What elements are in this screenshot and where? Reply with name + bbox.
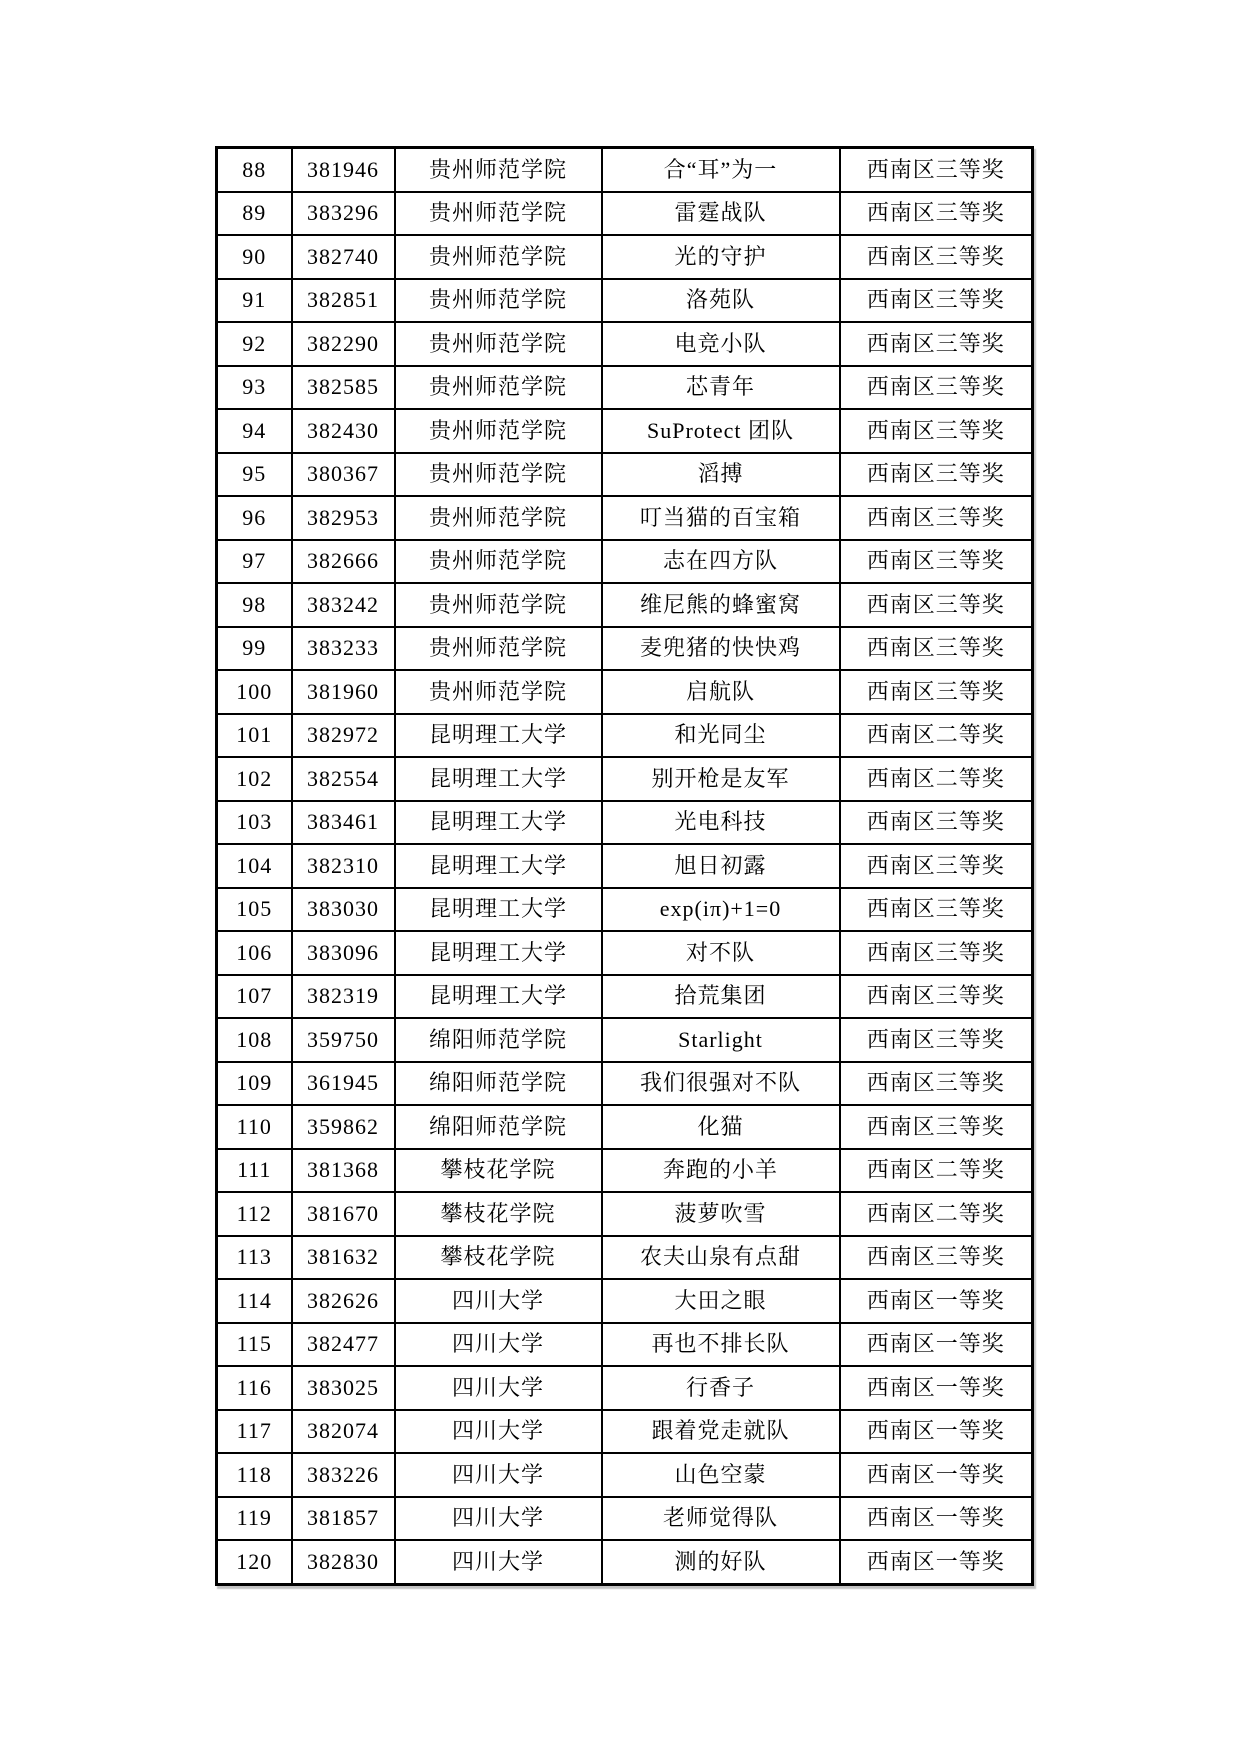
cell-team: 光的守护 bbox=[602, 235, 840, 279]
cell-school: 四川大学 bbox=[395, 1410, 602, 1454]
cell-id: 382554 bbox=[292, 757, 395, 801]
cell-school: 绵阳师范学院 bbox=[395, 1105, 602, 1149]
cell-award: 西南区三等奖 bbox=[840, 279, 1033, 323]
cell-id: 381368 bbox=[292, 1149, 395, 1193]
cell-award: 西南区一等奖 bbox=[840, 1410, 1033, 1454]
table-row bbox=[217, 757, 1033, 801]
cell-school: 四川大学 bbox=[395, 1497, 602, 1541]
cell-award: 西南区三等奖 bbox=[840, 844, 1033, 888]
table-row bbox=[217, 235, 1033, 279]
cell-team: 合“耳”为一 bbox=[602, 148, 840, 192]
cell-school: 四川大学 bbox=[395, 1279, 602, 1323]
cell-no: 110 bbox=[217, 1105, 292, 1149]
table-row bbox=[217, 540, 1033, 584]
cell-no: 109 bbox=[217, 1062, 292, 1106]
table-row bbox=[217, 844, 1033, 888]
cell-team: 志在四方队 bbox=[602, 540, 840, 584]
table-row bbox=[217, 931, 1033, 975]
cell-award: 西南区三等奖 bbox=[840, 540, 1033, 584]
cell-school: 四川大学 bbox=[395, 1323, 602, 1367]
cell-id: 382430 bbox=[292, 409, 395, 453]
cell-school: 四川大学 bbox=[395, 1366, 602, 1410]
table-row bbox=[217, 1323, 1033, 1367]
cell-team: 化猫 bbox=[602, 1105, 840, 1149]
cell-no: 118 bbox=[217, 1453, 292, 1497]
cell-school: 贵州师范学院 bbox=[395, 453, 602, 497]
cell-id: 381946 bbox=[292, 148, 395, 192]
table-row bbox=[217, 496, 1033, 540]
cell-no: 97 bbox=[217, 540, 292, 584]
cell-team: 奔跑的小羊 bbox=[602, 1149, 840, 1193]
cell-no: 115 bbox=[217, 1323, 292, 1367]
cell-team: 菠萝吹雪 bbox=[602, 1192, 840, 1236]
cell-team: 大田之眼 bbox=[602, 1279, 840, 1323]
table-row bbox=[217, 670, 1033, 714]
cell-team: 我们很强对不队 bbox=[602, 1062, 840, 1106]
table-row bbox=[217, 1453, 1033, 1497]
cell-id: 383030 bbox=[292, 888, 395, 932]
cell-id: 382310 bbox=[292, 844, 395, 888]
cell-team: 山色空蒙 bbox=[602, 1453, 840, 1497]
table-row bbox=[217, 975, 1033, 1019]
cell-award: 西南区三等奖 bbox=[840, 148, 1033, 192]
cell-id: 382953 bbox=[292, 496, 395, 540]
cell-id: 383226 bbox=[292, 1453, 395, 1497]
cell-school: 贵州师范学院 bbox=[395, 496, 602, 540]
cell-team: 行香子 bbox=[602, 1366, 840, 1410]
cell-no: 117 bbox=[217, 1410, 292, 1454]
table-row bbox=[217, 409, 1033, 453]
cell-award: 西南区三等奖 bbox=[840, 1018, 1033, 1062]
cell-award: 西南区三等奖 bbox=[840, 235, 1033, 279]
cell-team: 麦兜猪的快快鸡 bbox=[602, 627, 840, 671]
cell-school: 四川大学 bbox=[395, 1540, 602, 1584]
cell-school: 贵州师范学院 bbox=[395, 670, 602, 714]
cell-no: 89 bbox=[217, 192, 292, 236]
cell-team: 雷霆战队 bbox=[602, 192, 840, 236]
award-table-body bbox=[217, 148, 1033, 1585]
cell-award: 西南区二等奖 bbox=[840, 714, 1033, 758]
cell-team: 滔搏 bbox=[602, 453, 840, 497]
table-row bbox=[217, 1105, 1033, 1149]
cell-award: 西南区三等奖 bbox=[840, 583, 1033, 627]
cell-school: 攀枝花学院 bbox=[395, 1149, 602, 1193]
cell-award: 西南区一等奖 bbox=[840, 1540, 1033, 1584]
cell-award: 西南区二等奖 bbox=[840, 1192, 1033, 1236]
cell-id: 359750 bbox=[292, 1018, 395, 1062]
cell-team: 旭日初露 bbox=[602, 844, 840, 888]
cell-no: 98 bbox=[217, 583, 292, 627]
cell-team: 测的好队 bbox=[602, 1540, 840, 1584]
cell-award: 西南区三等奖 bbox=[840, 453, 1033, 497]
table-row bbox=[217, 279, 1033, 323]
table-row bbox=[217, 1497, 1033, 1541]
cell-team: SuProtect 团队 bbox=[602, 409, 840, 453]
cell-team: 维尼熊的蜂蜜窝 bbox=[602, 583, 840, 627]
cell-no: 102 bbox=[217, 757, 292, 801]
cell-award: 西南区三等奖 bbox=[840, 366, 1033, 410]
cell-no: 119 bbox=[217, 1497, 292, 1541]
cell-no: 95 bbox=[217, 453, 292, 497]
cell-school: 昆明理工大学 bbox=[395, 757, 602, 801]
cell-no: 99 bbox=[217, 627, 292, 671]
cell-id: 382074 bbox=[292, 1410, 395, 1454]
cell-school: 贵州师范学院 bbox=[395, 279, 602, 323]
table-row bbox=[217, 1236, 1033, 1280]
cell-id: 382851 bbox=[292, 279, 395, 323]
cell-award: 西南区三等奖 bbox=[840, 496, 1033, 540]
cell-id: 380367 bbox=[292, 453, 395, 497]
table-row bbox=[217, 1149, 1033, 1193]
cell-id: 382319 bbox=[292, 975, 395, 1019]
cell-id: 383096 bbox=[292, 931, 395, 975]
cell-id: 382290 bbox=[292, 322, 395, 366]
cell-no: 92 bbox=[217, 322, 292, 366]
cell-award: 西南区一等奖 bbox=[840, 1497, 1033, 1541]
cell-no: 101 bbox=[217, 714, 292, 758]
cell-id: 381670 bbox=[292, 1192, 395, 1236]
table-row bbox=[217, 1279, 1033, 1323]
cell-no: 106 bbox=[217, 931, 292, 975]
cell-no: 104 bbox=[217, 844, 292, 888]
cell-id: 383242 bbox=[292, 583, 395, 627]
cell-no: 113 bbox=[217, 1236, 292, 1280]
cell-id: 382740 bbox=[292, 235, 395, 279]
cell-team: 洛苑队 bbox=[602, 279, 840, 323]
cell-team: 老师觉得队 bbox=[602, 1497, 840, 1541]
cell-award: 西南区二等奖 bbox=[840, 757, 1033, 801]
cell-no: 91 bbox=[217, 279, 292, 323]
table-row bbox=[217, 1366, 1033, 1410]
table-row bbox=[217, 888, 1033, 932]
cell-team: 再也不排长队 bbox=[602, 1323, 840, 1367]
cell-school: 贵州师范学院 bbox=[395, 409, 602, 453]
cell-no: 116 bbox=[217, 1366, 292, 1410]
cell-no: 90 bbox=[217, 235, 292, 279]
cell-team: 光电科技 bbox=[602, 801, 840, 845]
table-row bbox=[217, 1062, 1033, 1106]
cell-no: 112 bbox=[217, 1192, 292, 1236]
cell-team: 对不队 bbox=[602, 931, 840, 975]
table-row bbox=[217, 366, 1033, 410]
cell-team: 跟着党走就队 bbox=[602, 1410, 840, 1454]
cell-id: 383233 bbox=[292, 627, 395, 671]
cell-school: 昆明理工大学 bbox=[395, 844, 602, 888]
cell-id: 382626 bbox=[292, 1279, 395, 1323]
cell-school: 昆明理工大学 bbox=[395, 714, 602, 758]
cell-school: 贵州师范学院 bbox=[395, 540, 602, 584]
cell-school: 贵州师范学院 bbox=[395, 583, 602, 627]
cell-id: 382585 bbox=[292, 366, 395, 410]
cell-award: 西南区三等奖 bbox=[840, 192, 1033, 236]
cell-award: 西南区三等奖 bbox=[840, 670, 1033, 714]
award-table bbox=[215, 146, 1034, 1586]
cell-id: 381632 bbox=[292, 1236, 395, 1280]
cell-school: 贵州师范学院 bbox=[395, 235, 602, 279]
cell-id: 382666 bbox=[292, 540, 395, 584]
cell-no: 105 bbox=[217, 888, 292, 932]
table-row bbox=[217, 1018, 1033, 1062]
cell-award: 西南区一等奖 bbox=[840, 1323, 1033, 1367]
cell-award: 西南区一等奖 bbox=[840, 1453, 1033, 1497]
cell-award: 西南区三等奖 bbox=[840, 1236, 1033, 1280]
cell-id: 382477 bbox=[292, 1323, 395, 1367]
cell-school: 攀枝花学院 bbox=[395, 1192, 602, 1236]
cell-no: 103 bbox=[217, 801, 292, 845]
cell-award: 西南区三等奖 bbox=[840, 409, 1033, 453]
cell-id: 382972 bbox=[292, 714, 395, 758]
table-row bbox=[217, 192, 1033, 236]
cell-no: 100 bbox=[217, 670, 292, 714]
cell-award: 西南区三等奖 bbox=[840, 1062, 1033, 1106]
table-row bbox=[217, 627, 1033, 671]
cell-team: 别开枪是友军 bbox=[602, 757, 840, 801]
cell-school: 贵州师范学院 bbox=[395, 366, 602, 410]
cell-no: 111 bbox=[217, 1149, 292, 1193]
table-row bbox=[217, 453, 1033, 497]
cell-no: 93 bbox=[217, 366, 292, 410]
cell-id: 382830 bbox=[292, 1540, 395, 1584]
cell-award: 西南区三等奖 bbox=[840, 931, 1033, 975]
table-row bbox=[217, 1540, 1033, 1584]
cell-school: 贵州师范学院 bbox=[395, 192, 602, 236]
cell-award: 西南区一等奖 bbox=[840, 1366, 1033, 1410]
cell-id: 383025 bbox=[292, 1366, 395, 1410]
cell-school: 昆明理工大学 bbox=[395, 931, 602, 975]
cell-no: 107 bbox=[217, 975, 292, 1019]
cell-no: 108 bbox=[217, 1018, 292, 1062]
cell-team: 农夫山泉有点甜 bbox=[602, 1236, 840, 1280]
cell-school: 贵州师范学院 bbox=[395, 148, 602, 192]
cell-no: 120 bbox=[217, 1540, 292, 1584]
cell-team: Starlight bbox=[602, 1018, 840, 1062]
cell-id: 381857 bbox=[292, 1497, 395, 1541]
cell-award: 西南区三等奖 bbox=[840, 888, 1033, 932]
cell-id: 359862 bbox=[292, 1105, 395, 1149]
cell-award: 西南区三等奖 bbox=[840, 627, 1033, 671]
cell-id: 381960 bbox=[292, 670, 395, 714]
cell-school: 绵阳师范学院 bbox=[395, 1018, 602, 1062]
cell-school: 昆明理工大学 bbox=[395, 888, 602, 932]
cell-school: 四川大学 bbox=[395, 1453, 602, 1497]
cell-school: 昆明理工大学 bbox=[395, 975, 602, 1019]
cell-award: 西南区三等奖 bbox=[840, 322, 1033, 366]
table-row bbox=[217, 1410, 1033, 1454]
cell-school: 攀枝花学院 bbox=[395, 1236, 602, 1280]
cell-school: 昆明理工大学 bbox=[395, 801, 602, 845]
table-row bbox=[217, 148, 1033, 192]
cell-team: 芯青年 bbox=[602, 366, 840, 410]
cell-award: 西南区三等奖 bbox=[840, 1105, 1033, 1149]
cell-id: 383461 bbox=[292, 801, 395, 845]
cell-team: 和光同尘 bbox=[602, 714, 840, 758]
cell-school: 贵州师范学院 bbox=[395, 627, 602, 671]
cell-id: 361945 bbox=[292, 1062, 395, 1106]
table-row bbox=[217, 322, 1033, 366]
cell-award: 西南区三等奖 bbox=[840, 975, 1033, 1019]
cell-school: 绵阳师范学院 bbox=[395, 1062, 602, 1106]
cell-school: 贵州师范学院 bbox=[395, 322, 602, 366]
cell-team: exp(iπ)+1=0 bbox=[602, 888, 840, 932]
cell-no: 96 bbox=[217, 496, 292, 540]
cell-award: 西南区一等奖 bbox=[840, 1279, 1033, 1323]
table-row bbox=[217, 1192, 1033, 1236]
table-row bbox=[217, 714, 1033, 758]
cell-no: 88 bbox=[217, 148, 292, 192]
cell-award: 西南区二等奖 bbox=[840, 1149, 1033, 1193]
cell-no: 94 bbox=[217, 409, 292, 453]
cell-team: 启航队 bbox=[602, 670, 840, 714]
cell-team: 电竞小队 bbox=[602, 322, 840, 366]
cell-award: 西南区三等奖 bbox=[840, 801, 1033, 845]
cell-team: 拾荒集团 bbox=[602, 975, 840, 1019]
table-row bbox=[217, 801, 1033, 845]
cell-team: 叮当猫的百宝箱 bbox=[602, 496, 840, 540]
cell-no: 114 bbox=[217, 1279, 292, 1323]
table-row bbox=[217, 583, 1033, 627]
cell-id: 383296 bbox=[292, 192, 395, 236]
